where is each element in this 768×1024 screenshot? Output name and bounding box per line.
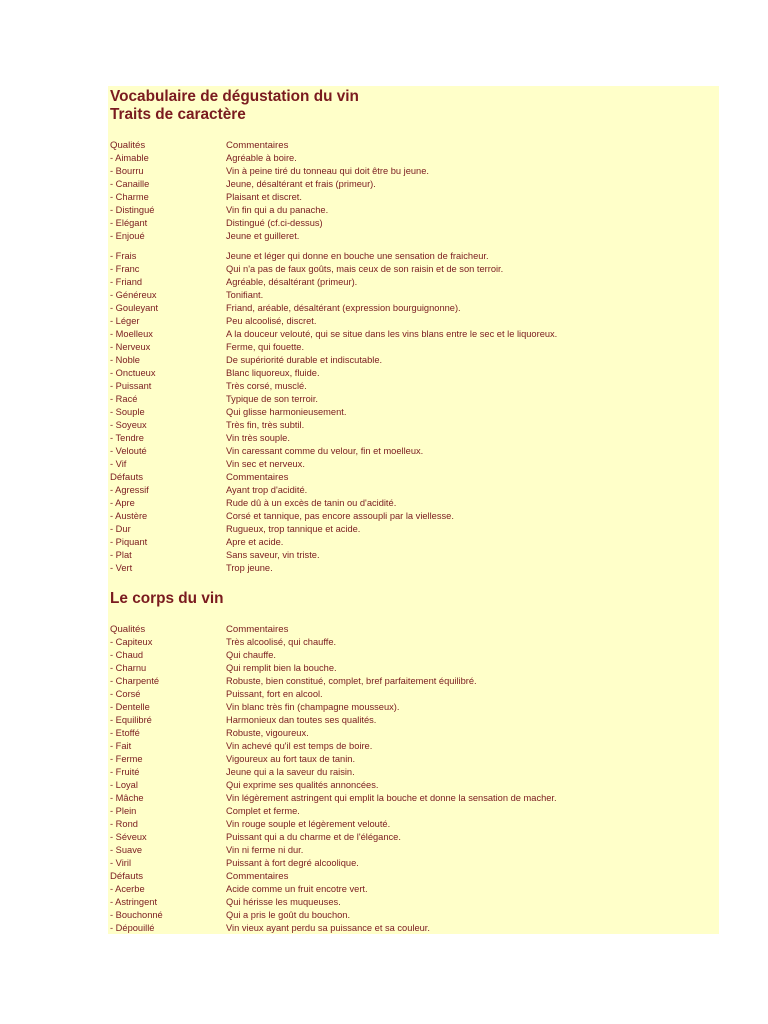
section1-defauts-header bbox=[110, 471, 715, 484]
term-label: - Mâche bbox=[110, 793, 144, 803]
comment-text: Agréable à boire. bbox=[226, 153, 297, 163]
list-item bbox=[110, 792, 715, 805]
list-item bbox=[110, 276, 715, 289]
column-header-term: Qualités bbox=[110, 140, 146, 151]
term-label: - Puissant bbox=[110, 381, 152, 391]
comment-text: Ayant trop d'acidité. bbox=[226, 485, 308, 495]
term-label: - Apre bbox=[110, 498, 135, 508]
comment-text: Agréable, désaltérant (primeur). bbox=[226, 277, 358, 287]
comment-text: Vin très souple. bbox=[226, 433, 290, 443]
section-heading-traits: Traits de caractère bbox=[110, 106, 246, 123]
list-item bbox=[110, 432, 715, 445]
list-item bbox=[110, 662, 715, 675]
list-item bbox=[110, 367, 715, 380]
list-item bbox=[110, 230, 715, 243]
comment-text: A la douceur velouté, qui se situe dans les vins blans entre le sec et le liquoreux. bbox=[226, 329, 558, 339]
comment-text: Qui exprime ses qualités annoncées. bbox=[226, 780, 379, 790]
comment-text: Plaisant et discret. bbox=[226, 192, 302, 202]
comment-text: Qui glisse harmonieusement. bbox=[226, 407, 347, 417]
list-item bbox=[110, 857, 715, 870]
list-item bbox=[110, 484, 715, 497]
comment-text: Très fin, très subtil. bbox=[226, 420, 305, 430]
document-page bbox=[108, 86, 719, 934]
list-item bbox=[110, 328, 715, 341]
comment-text: Rude dû à un excès de tanin ou d'acidité. bbox=[226, 498, 397, 508]
term-label: - Acerbe bbox=[110, 884, 145, 894]
list-item bbox=[110, 688, 715, 701]
document-title: Vocabulaire de dégustation du vin bbox=[110, 88, 359, 105]
comment-text: Vin légèrement astringent qui emplit la bouche et donne la sensation de macher. bbox=[226, 793, 557, 803]
list-item bbox=[110, 909, 715, 922]
comment-text: Vin ni ferme ni dur. bbox=[226, 845, 304, 855]
list-item bbox=[110, 510, 715, 523]
comment-text: Jeune et léger qui donne en bouche une sensation de fraicheur. bbox=[226, 251, 489, 261]
section2-defauts-header bbox=[110, 870, 715, 883]
term-label: - Elégant bbox=[110, 218, 148, 228]
list-item bbox=[110, 204, 715, 217]
term-label: - Velouté bbox=[110, 446, 147, 456]
list-item bbox=[110, 419, 715, 432]
list-item bbox=[110, 406, 715, 419]
term-label: - Nerveux bbox=[110, 342, 151, 352]
section-heading-corps: Le corps du vin bbox=[110, 590, 224, 607]
term-label: - Dépouillé bbox=[110, 923, 155, 933]
term-label: - Plein bbox=[110, 806, 137, 816]
list-item bbox=[110, 302, 715, 315]
list-item bbox=[110, 458, 715, 471]
column-header-term: Qualités bbox=[110, 624, 146, 635]
term-label: - Noble bbox=[110, 355, 140, 365]
comment-text: Vin vieux ayant perdu sa puissance et sa couleur. bbox=[226, 923, 430, 933]
comment-text: Corsé et tannique, pas encore assoupli par la viellesse. bbox=[226, 511, 454, 521]
list-item bbox=[110, 562, 715, 575]
term-label: - Enjoué bbox=[110, 231, 145, 241]
term-label: - Capiteux bbox=[110, 637, 153, 647]
list-item bbox=[110, 289, 715, 302]
term-label: - Charnu bbox=[110, 663, 147, 673]
list-item bbox=[110, 165, 715, 178]
comment-text: Trop jeune. bbox=[226, 563, 273, 573]
term-label: - Frais bbox=[110, 251, 137, 261]
comment-text: Rugueux, trop tannique et acide. bbox=[226, 524, 361, 534]
term-label: - Equilibré bbox=[110, 715, 152, 725]
list-item bbox=[110, 380, 715, 393]
term-label: - Agressif bbox=[110, 485, 149, 495]
term-label: - Astringent bbox=[110, 897, 158, 907]
comment-text: Distingué (cf.ci-dessus) bbox=[226, 218, 323, 228]
comment-text: Harmonieux dan toutes ses qualités. bbox=[226, 715, 377, 725]
section1-qualites-header bbox=[110, 139, 715, 152]
list-item bbox=[110, 675, 715, 688]
list-item bbox=[110, 649, 715, 662]
term-label: - Léger bbox=[110, 316, 140, 326]
term-label: - Soyeux bbox=[110, 420, 147, 430]
comment-text: Jeune qui a la saveur du raisin. bbox=[226, 767, 355, 777]
comment-text: Apre et acide. bbox=[226, 537, 284, 547]
list-item bbox=[110, 779, 715, 792]
comment-text: De supériorité durable et indiscutable. bbox=[226, 355, 383, 365]
term-label: - Moelleux bbox=[110, 329, 153, 339]
list-item bbox=[110, 831, 715, 844]
comment-text: Complet et ferme. bbox=[226, 806, 300, 816]
list-item bbox=[110, 536, 715, 549]
list-item bbox=[110, 844, 715, 857]
column-header-term: Défauts bbox=[110, 472, 144, 483]
list-item bbox=[110, 523, 715, 536]
comment-text: Qui hérisse les muqueuses. bbox=[226, 897, 341, 907]
list-item bbox=[110, 250, 715, 263]
column-header-comment: Commentaires bbox=[226, 472, 289, 483]
term-label: - Dentelle bbox=[110, 702, 150, 712]
list-item bbox=[110, 805, 715, 818]
comment-text: Jeune et guilleret. bbox=[226, 231, 300, 241]
column-header-comment: Commentaires bbox=[226, 624, 289, 635]
list-item bbox=[110, 341, 715, 354]
list-item bbox=[110, 753, 715, 766]
comment-text: Acide comme un fruit encotre vert. bbox=[226, 884, 368, 894]
list-item bbox=[110, 922, 715, 935]
comment-text: Robuste, vigoureux. bbox=[226, 728, 309, 738]
list-item bbox=[110, 766, 715, 779]
term-label: - Bourru bbox=[110, 166, 144, 176]
comment-text: Qui n'a pas de faux goûts, mais ceux de son raisin et de son terroir. bbox=[226, 264, 504, 274]
list-item bbox=[110, 714, 715, 727]
term-label: - Bouchonné bbox=[110, 910, 163, 920]
comment-text: Robuste, bien constitué, complet, bref parfaitement équilibré. bbox=[226, 676, 477, 686]
term-label: - Souple bbox=[110, 407, 145, 417]
term-label: - Dur bbox=[110, 524, 131, 534]
column-header-comment: Commentaires bbox=[226, 871, 289, 882]
comment-text: Vigoureux au fort taux de tanin. bbox=[226, 754, 356, 764]
list-item bbox=[110, 217, 715, 230]
list-item bbox=[110, 549, 715, 562]
term-label: - Ferme bbox=[110, 754, 143, 764]
term-label: - Chaud bbox=[110, 650, 144, 660]
comment-text: Peu alcoolisé, discret. bbox=[226, 316, 317, 326]
list-item bbox=[110, 727, 715, 740]
comment-text: Vin achevé qu'il est temps de boire. bbox=[226, 741, 373, 751]
comment-text: Qui chauffe. bbox=[226, 650, 276, 660]
list-item bbox=[110, 393, 715, 406]
term-label: - Vif bbox=[110, 459, 127, 469]
comment-text: Vin à peine tiré du tonneau qui doit être bu jeune. bbox=[226, 166, 429, 176]
comment-text: Vin sec et nerveux. bbox=[226, 459, 305, 469]
term-label: - Distingué bbox=[110, 205, 155, 215]
comment-text: Jeune, désaltérant et frais (primeur). bbox=[226, 179, 376, 189]
section2-qualites-header bbox=[110, 623, 715, 636]
comment-text: Vin rouge souple et légèrement velouté. bbox=[226, 819, 391, 829]
list-item bbox=[110, 818, 715, 831]
term-label: - Piquant bbox=[110, 537, 148, 547]
comment-text: Puissant qui a du charme et de l'élégance. bbox=[226, 832, 401, 842]
term-label: - Friand bbox=[110, 277, 143, 287]
comment-text: Sans saveur, vin triste. bbox=[226, 550, 320, 560]
term-label: - Loyal bbox=[110, 780, 138, 790]
list-item bbox=[110, 636, 715, 649]
term-label: - Etoffé bbox=[110, 728, 140, 738]
comment-text: Qui remplit bien la bouche. bbox=[226, 663, 337, 673]
list-item bbox=[110, 740, 715, 753]
comment-text: Puissant, fort en alcool. bbox=[226, 689, 323, 699]
comment-text: Très alcoolisé, qui chauffe. bbox=[226, 637, 337, 647]
term-label: - Suave bbox=[110, 845, 143, 855]
list-item bbox=[110, 445, 715, 458]
term-label: - Plat bbox=[110, 550, 132, 560]
term-label: - Canaille bbox=[110, 179, 150, 189]
list-item bbox=[110, 178, 715, 191]
term-label: - Austère bbox=[110, 511, 148, 521]
term-label: - Séveux bbox=[110, 832, 147, 842]
term-label: - Fait bbox=[110, 741, 132, 751]
comment-text: Qui a pris le goût du bouchon. bbox=[226, 910, 351, 920]
term-label: - Aimable bbox=[110, 153, 149, 163]
column-header-term: Défauts bbox=[110, 871, 144, 882]
list-item bbox=[110, 354, 715, 367]
comment-text: Puissant à fort degré alcoolique. bbox=[226, 858, 359, 868]
term-label: - Rond bbox=[110, 819, 138, 829]
list-item bbox=[110, 497, 715, 510]
list-item bbox=[110, 263, 715, 276]
term-label: - Gouleyant bbox=[110, 303, 159, 313]
term-label: - Corsé bbox=[110, 689, 141, 699]
comment-text: Très corsé, musclé. bbox=[226, 381, 307, 391]
term-label: - Charpenté bbox=[110, 676, 160, 686]
term-label: - Racé bbox=[110, 394, 138, 404]
list-item bbox=[110, 896, 715, 909]
comment-text: Ferme, qui fouette. bbox=[226, 342, 305, 352]
term-label: - Onctueux bbox=[110, 368, 156, 378]
term-label: - Fruité bbox=[110, 767, 140, 777]
term-label: - Vert bbox=[110, 563, 133, 573]
term-label: - Charme bbox=[110, 192, 149, 202]
comment-text: Friand, aréable, désaltérant (expression bourguignonne). bbox=[226, 303, 461, 313]
comment-text: Vin blanc très fin (champagne mousseux). bbox=[226, 702, 400, 712]
comment-text: Typique de son terroir. bbox=[226, 394, 318, 404]
comment-text: Vin fin qui a du panache. bbox=[226, 205, 329, 215]
list-item bbox=[110, 315, 715, 328]
term-label: - Tendre bbox=[110, 433, 144, 443]
term-label: - Généreux bbox=[110, 290, 157, 300]
comment-text: Tonifiant. bbox=[226, 290, 264, 300]
column-header-comment: Commentaires bbox=[226, 140, 289, 151]
list-item bbox=[110, 152, 715, 165]
list-item bbox=[110, 191, 715, 204]
list-item bbox=[110, 883, 715, 896]
comment-text: Vin caressant comme du velour, fin et moelleux. bbox=[226, 446, 424, 456]
term-label: - Franc bbox=[110, 264, 140, 274]
list-item bbox=[110, 701, 715, 714]
term-label: - Viril bbox=[110, 858, 132, 868]
comment-text: Blanc liquoreux, fluide. bbox=[226, 368, 320, 378]
